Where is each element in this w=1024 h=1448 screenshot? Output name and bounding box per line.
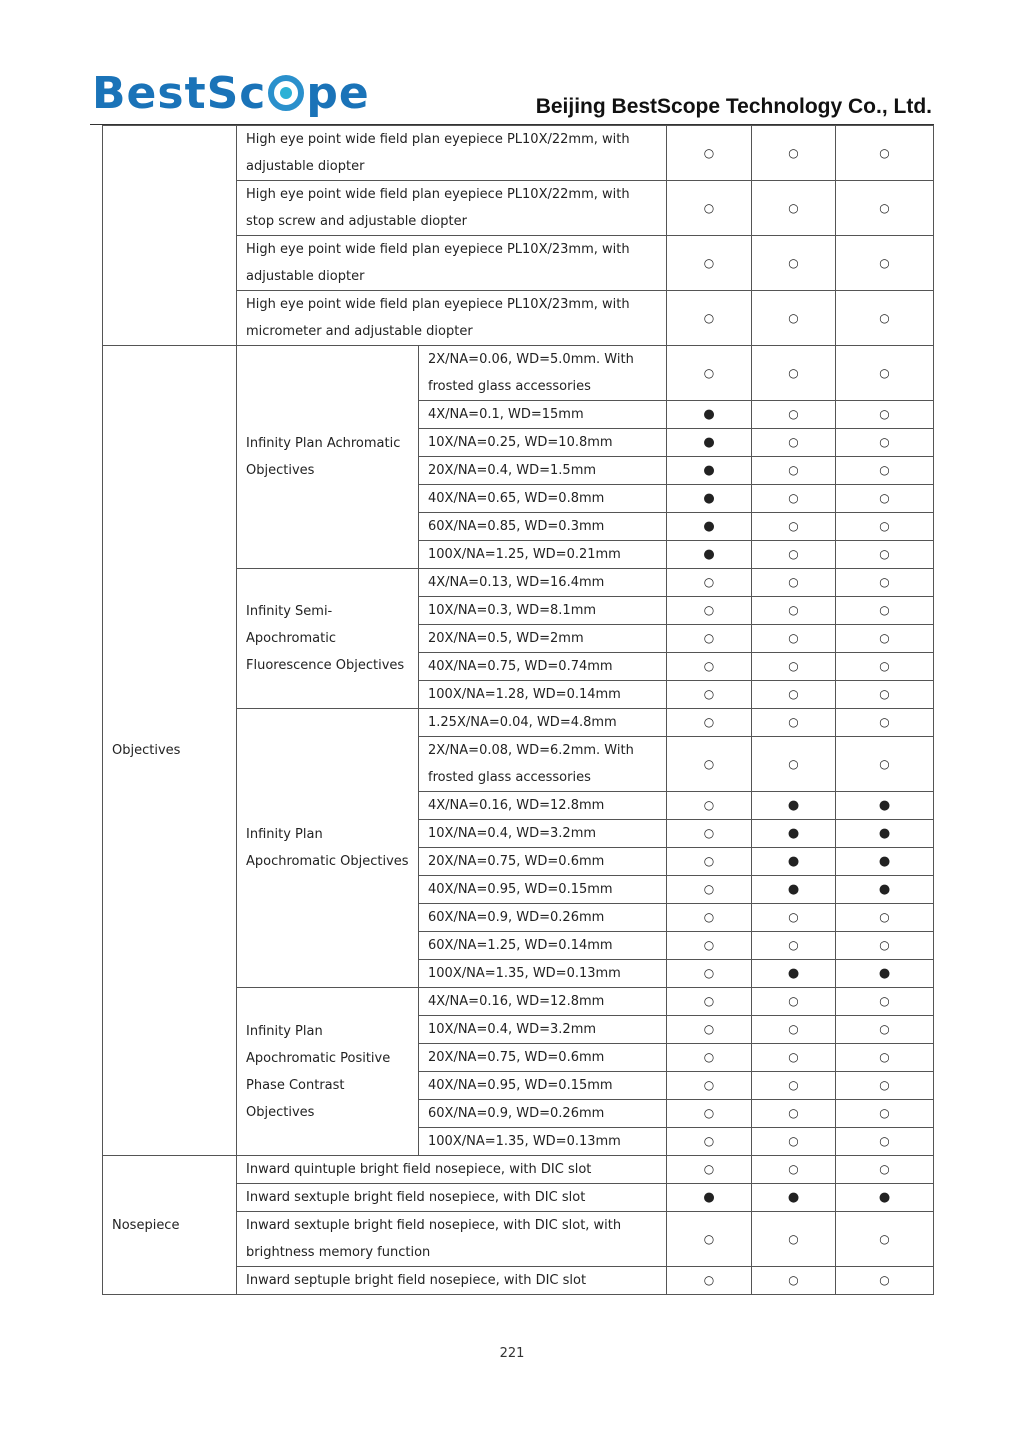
nosepiece-label: Inward septuple bright field nosepiece, with DIC slot <box>237 1267 667 1295</box>
standard-mark: ● <box>667 457 752 485</box>
company-name: Beijing BestScope Technology Co., Ltd. <box>535 95 932 118</box>
optional-mark: ○ <box>752 625 836 653</box>
optional-mark: ○ <box>836 1044 934 1072</box>
optional-mark: ○ <box>667 960 752 988</box>
logo-lens-icon <box>268 75 304 111</box>
objective-group-name: Infinity Plan Achromatic Objectives <box>237 346 419 569</box>
objective-spec: 10X/NA=0.25, WD=10.8mm <box>419 429 667 457</box>
optional-mark: ○ <box>752 932 836 960</box>
nosepiece-label: Inward sextuple bright field nosepiece, with DIC slot <box>237 1184 667 1212</box>
optional-mark: ○ <box>752 709 836 737</box>
optional-mark: ○ <box>667 1100 752 1128</box>
optional-mark: ○ <box>836 1072 934 1100</box>
optional-mark: ○ <box>667 291 752 346</box>
optional-mark: ○ <box>667 181 752 236</box>
standard-mark: ● <box>836 960 934 988</box>
standard-mark: ● <box>667 513 752 541</box>
optional-mark: ○ <box>752 291 836 346</box>
nosepiece-label: Inward sextuple bright field nosepiece, with DIC slot, with brightness memory function <box>237 1212 667 1267</box>
optional-mark: ○ <box>752 988 836 1016</box>
item-label: High eye point wide field plan eyepiece PL10X/23mm, with micrometer and adjustable diopter <box>237 291 667 346</box>
optional-mark: ○ <box>836 1016 934 1044</box>
optional-mark: ○ <box>836 513 934 541</box>
optional-mark: ○ <box>667 597 752 625</box>
optional-mark: ○ <box>667 1156 752 1184</box>
spec-table <box>102 125 934 1295</box>
objective-spec: 100X/NA=1.25, WD=0.21mm <box>419 541 667 569</box>
objective-spec: 20X/NA=0.75, WD=0.6mm <box>419 1044 667 1072</box>
optional-mark: ○ <box>752 1267 836 1295</box>
standard-mark: ● <box>752 848 836 876</box>
optional-mark: ○ <box>752 597 836 625</box>
optional-mark: ○ <box>836 291 934 346</box>
optional-mark: ○ <box>667 709 752 737</box>
optional-mark: ○ <box>667 1072 752 1100</box>
standard-mark: ● <box>752 1184 836 1212</box>
page-number: 221 <box>499 1346 525 1361</box>
optional-mark: ○ <box>752 126 836 181</box>
standard-mark: ● <box>667 401 752 429</box>
optional-mark: ○ <box>752 569 836 597</box>
optional-mark: ○ <box>752 1044 836 1072</box>
optional-mark: ○ <box>836 401 934 429</box>
optional-mark: ○ <box>752 1128 836 1156</box>
optional-mark: ○ <box>752 457 836 485</box>
optional-mark: ○ <box>752 1072 836 1100</box>
optional-mark: ○ <box>836 236 934 291</box>
table-row <box>103 1156 934 1184</box>
optional-mark: ○ <box>667 737 752 792</box>
optional-mark: ○ <box>836 932 934 960</box>
optional-mark: ○ <box>667 876 752 904</box>
objective-spec: 60X/NA=0.85, WD=0.3mm <box>419 513 667 541</box>
optional-mark: ○ <box>752 401 836 429</box>
standard-mark: ● <box>836 820 934 848</box>
objective-spec: 2X/NA=0.06, WD=5.0mm. With frosted glass accessories <box>419 346 667 401</box>
optional-mark: ○ <box>667 569 752 597</box>
table-row <box>103 126 934 181</box>
optional-mark: ○ <box>836 457 934 485</box>
objective-spec: 4X/NA=0.16, WD=12.8mm <box>419 988 667 1016</box>
optional-mark: ○ <box>667 236 752 291</box>
standard-mark: ● <box>667 541 752 569</box>
optional-mark: ○ <box>836 1156 934 1184</box>
optional-mark: ○ <box>836 181 934 236</box>
optional-mark: ○ <box>667 653 752 681</box>
standard-mark: ● <box>752 960 836 988</box>
objective-spec: 2X/NA=0.08, WD=6.2mm. With frosted glass accessories <box>419 737 667 792</box>
objective-group-name: Infinity Semi-Apochromatic Fluorescence Objectives <box>237 569 419 709</box>
optional-mark: ○ <box>752 681 836 709</box>
standard-mark: ● <box>752 820 836 848</box>
optional-mark: ○ <box>667 1044 752 1072</box>
objective-spec: 60X/NA=1.25, WD=0.14mm <box>419 932 667 960</box>
optional-mark: ○ <box>836 541 934 569</box>
optional-mark: ○ <box>667 1128 752 1156</box>
optional-mark: ○ <box>752 346 836 401</box>
nosepiece-label: Inward quintuple bright field nosepiece, with DIC slot <box>237 1156 667 1184</box>
objective-spec: 60X/NA=0.9, WD=0.26mm <box>419 904 667 932</box>
optional-mark: ○ <box>752 541 836 569</box>
optional-mark: ○ <box>667 126 752 181</box>
optional-mark: ○ <box>836 429 934 457</box>
optional-mark: ○ <box>836 1212 934 1267</box>
optional-mark: ○ <box>667 625 752 653</box>
optional-mark: ○ <box>667 346 752 401</box>
optional-mark: ○ <box>836 126 934 181</box>
standard-mark: ● <box>752 876 836 904</box>
optional-mark: ○ <box>836 597 934 625</box>
standard-mark: ● <box>836 876 934 904</box>
optional-mark: ○ <box>836 1128 934 1156</box>
optional-mark: ○ <box>836 681 934 709</box>
objective-spec: 60X/NA=0.9, WD=0.26mm <box>419 1100 667 1128</box>
optional-mark: ○ <box>836 1100 934 1128</box>
standard-mark: ● <box>836 792 934 820</box>
objective-spec: 10X/NA=0.4, WD=3.2mm <box>419 820 667 848</box>
optional-mark: ○ <box>836 1267 934 1295</box>
optional-mark: ○ <box>836 653 934 681</box>
standard-mark: ● <box>667 429 752 457</box>
standard-mark: ● <box>667 485 752 513</box>
objective-spec: 40X/NA=0.95, WD=0.15mm <box>419 1072 667 1100</box>
category-cell-empty <box>103 126 237 346</box>
optional-mark: ○ <box>667 904 752 932</box>
optional-mark: ○ <box>667 792 752 820</box>
table-row <box>103 346 934 401</box>
category-nosepiece: Nosepiece <box>103 1156 237 1295</box>
optional-mark: ○ <box>836 904 934 932</box>
item-label: High eye point wide field plan eyepiece PL10X/22mm, with adjustable diopter <box>237 126 667 181</box>
objective-spec: 10X/NA=0.3, WD=8.1mm <box>419 597 667 625</box>
optional-mark: ○ <box>836 988 934 1016</box>
optional-mark: ○ <box>836 737 934 792</box>
objective-spec: 40X/NA=0.95, WD=0.15mm <box>419 876 667 904</box>
optional-mark: ○ <box>667 681 752 709</box>
category-objectives: Objectives <box>103 346 237 1156</box>
standard-mark: ● <box>836 848 934 876</box>
optional-mark: ○ <box>667 820 752 848</box>
optional-mark: ○ <box>667 932 752 960</box>
objective-group-name: Infinity Plan Apochromatic Objectives <box>237 709 419 988</box>
objective-spec: 40X/NA=0.65, WD=0.8mm <box>419 485 667 513</box>
objective-spec: 20X/NA=0.5, WD=2mm <box>419 625 667 653</box>
spec-table-body <box>103 126 934 1295</box>
optional-mark: ○ <box>836 346 934 401</box>
objective-group-name: Infinity Plan Apochromatic Positive Phase Contrast Objectives <box>237 988 419 1156</box>
optional-mark: ○ <box>836 569 934 597</box>
optional-mark: ○ <box>752 653 836 681</box>
objective-spec: 10X/NA=0.4, WD=3.2mm <box>419 1016 667 1044</box>
standard-mark: ● <box>836 1184 934 1212</box>
objective-spec: 4X/NA=0.1, WD=15mm <box>419 401 667 429</box>
optional-mark: ○ <box>752 1016 836 1044</box>
optional-mark: ○ <box>752 1212 836 1267</box>
optional-mark: ○ <box>752 236 836 291</box>
optional-mark: ○ <box>836 625 934 653</box>
optional-mark: ○ <box>752 904 836 932</box>
objective-spec: 100X/NA=1.35, WD=0.13mm <box>419 960 667 988</box>
optional-mark: ○ <box>667 1267 752 1295</box>
standard-mark: ● <box>667 1184 752 1212</box>
optional-mark: ○ <box>752 513 836 541</box>
objective-spec: 40X/NA=0.75, WD=0.74mm <box>419 653 667 681</box>
objective-spec: 20X/NA=0.75, WD=0.6mm <box>419 848 667 876</box>
optional-mark: ○ <box>752 737 836 792</box>
item-label: High eye point wide field plan eyepiece PL10X/23mm, with adjustable diopter <box>237 236 667 291</box>
optional-mark: ○ <box>752 181 836 236</box>
optional-mark: ○ <box>836 485 934 513</box>
company-logo: BestSc pe <box>92 68 370 119</box>
standard-mark: ● <box>752 792 836 820</box>
objective-spec: 100X/NA=1.35, WD=0.13mm <box>419 1128 667 1156</box>
objective-spec: 100X/NA=1.28, WD=0.14mm <box>419 681 667 709</box>
optional-mark: ○ <box>752 429 836 457</box>
optional-mark: ○ <box>667 1016 752 1044</box>
optional-mark: ○ <box>667 1212 752 1267</box>
item-label: High eye point wide field plan eyepiece PL10X/22mm, with stop screw and adjustable diopter <box>237 181 667 236</box>
optional-mark: ○ <box>752 485 836 513</box>
objective-spec: 20X/NA=0.4, WD=1.5mm <box>419 457 667 485</box>
objective-spec: 1.25X/NA=0.04, WD=4.8mm <box>419 709 667 737</box>
optional-mark: ○ <box>667 988 752 1016</box>
objective-spec: 4X/NA=0.16, WD=12.8mm <box>419 792 667 820</box>
optional-mark: ○ <box>752 1100 836 1128</box>
objective-spec: 4X/NA=0.13, WD=16.4mm <box>419 569 667 597</box>
optional-mark: ○ <box>667 848 752 876</box>
optional-mark: ○ <box>836 709 934 737</box>
optional-mark: ○ <box>752 1156 836 1184</box>
